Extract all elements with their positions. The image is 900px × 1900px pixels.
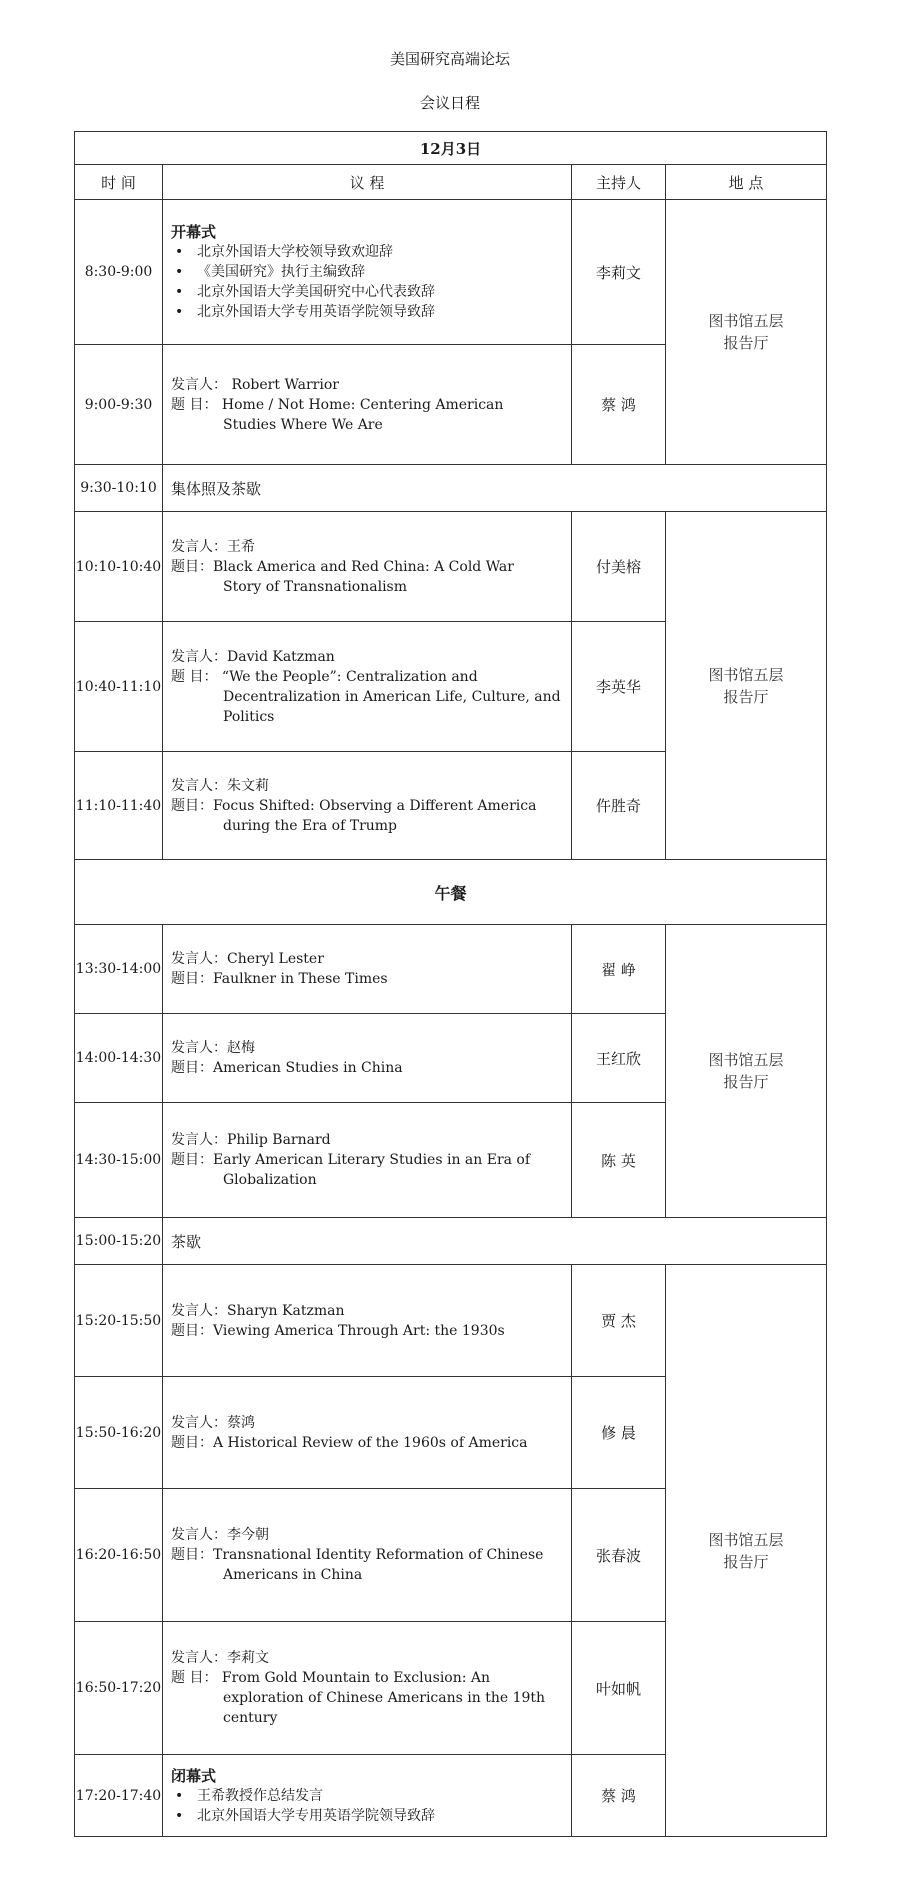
session-row [75,925,827,1014]
topic-text-cont: Americans in China [223,1567,363,1583]
venue-line: 图书馆五层 [708,1530,784,1549]
topic-text: Home / Not Home: Centering American [221,396,504,413]
host-cell: 叶如帆 [572,1622,666,1755]
topic-label: 题目： [171,1547,213,1563]
header-time: 时 间 [75,165,163,200]
speaker-name: 蔡鸿 [227,1414,255,1431]
topic-text-cont: during the Era of Trump [223,817,398,834]
time-cell: 16:50-17:20 [75,1622,163,1755]
time-cell: 15:50-16:20 [75,1377,163,1489]
host-cell: 修 晨 [572,1377,666,1489]
time-cell: 10:10-10:40 [75,512,163,622]
speaker-name: Philip Barnard [227,1132,331,1148]
venue-line: 报告厅 [723,1073,769,1091]
time-cell: 15:00-15:20 [75,1218,163,1265]
list-item: • 北京外国语大学美国研究中心代表致辞 [171,282,563,302]
speaker-name: 赵梅 [227,1040,255,1056]
speaker-name: Cheryl Lester [227,951,324,967]
header-venue: 地 点 [666,165,827,200]
topic-text: Black America and Red China: A Cold War [213,558,514,575]
agenda-cell [163,1755,572,1837]
agenda-cell [163,512,572,622]
header-host: 主持人 [572,165,666,200]
opening-row [75,200,827,345]
speaker-label: 发言人： [171,1650,227,1666]
topic-text-cont: Studies Where We Are [223,416,383,433]
break-label: 集体照及茶歇 [163,465,827,512]
host-cell: 蔡 鸿 [572,1755,666,1837]
topic-text-cont: Globalization [223,1172,317,1188]
agenda-cell [163,1014,572,1103]
closing-heading: 闭幕式 [171,1766,217,1785]
list-item: • 王希教授作总结发言 [171,1786,563,1806]
speaker-name: 李今朝 [227,1527,269,1543]
agenda-cell [163,1489,572,1622]
topic-text: “We the People”: Centralization and [221,668,478,685]
topic-label: 题目： [171,558,213,575]
topic-text: American Studies in China [213,1060,403,1076]
speaker-label: 发言人： [171,777,227,794]
speaker-label: 发言人： [171,376,227,393]
speaker-name: 朱文莉 [227,777,269,794]
speaker-name: 李莉文 [227,1650,269,1666]
speaker-label: 发言人： [171,1527,227,1543]
host-cell: 李莉文 [572,200,666,345]
opening-heading: 开幕式 [171,223,217,241]
lunch-row [75,860,827,925]
topic-label: 题目： [171,1322,213,1339]
venue-line: 报告厅 [723,687,769,706]
time-cell: 9:30-10:10 [75,465,163,512]
topic-text: Early American Literary Studies in an Era of [213,1152,531,1168]
agenda-cell [163,1622,572,1755]
speaker-label: 发言人： [171,1132,227,1148]
document-subtitle: 会议日程 [419,94,480,112]
venue-cell [666,200,827,465]
speaker-name: David Katzman [227,648,335,665]
opening-list [171,242,563,322]
time-cell: 14:00-14:30 [75,1014,163,1103]
session-row [75,1265,827,1377]
lunch-label: 午餐 [75,860,827,925]
date-row [75,132,827,165]
host-cell: 王红欣 [572,1014,666,1103]
document-title: 美国研究高端论坛 [389,50,510,68]
venue-line: 图书馆五层 [708,312,784,330]
agenda-cell [163,622,572,752]
venue-line: 图书馆五层 [708,1051,784,1069]
time-cell: 9:00-9:30 [75,345,163,465]
topic-text: A Historical Review of the 1960s of America [213,1434,528,1451]
closing-list [171,1786,563,1826]
break-label: 茶歇 [163,1218,827,1265]
venue-cell [666,925,827,1218]
host-cell: 李英华 [572,622,666,752]
break-row [75,465,827,512]
topic-text-cont: Decentralization in American Life, Culture, and Politics [223,688,561,725]
host-cell: 陈 英 [572,1103,666,1218]
speaker-name: 王希 [227,538,255,555]
speaker-label: 发言人： [171,1414,227,1431]
agenda-cell [163,200,572,345]
list-item: • 北京外国语大学校领导致欢迎辞 [171,242,563,262]
topic-text: Transnational Identity Reformation of Chinese [213,1547,544,1563]
topic-label: 题 目： [171,396,218,413]
speaker-label: 发言人： [171,538,227,555]
time-cell: 16:20-16:50 [75,1489,163,1622]
time-cell: 8:30-9:00 [75,200,163,345]
agenda-cell [163,1265,572,1377]
host-cell: 张春波 [572,1489,666,1622]
session-row [75,512,827,622]
speaker-label: 发言人： [171,648,227,665]
topic-label: 题目： [171,971,213,987]
host-cell: 贾 杰 [572,1265,666,1377]
agenda-cell [163,752,572,860]
time-cell: 15:20-15:50 [75,1265,163,1377]
topic-text: Focus Shifted: Observing a Different America [213,797,537,814]
time-cell: 10:40-11:10 [75,622,163,752]
agenda-cell [163,345,572,465]
topic-label: 题目： [171,1434,213,1451]
break-row [75,1218,827,1265]
venue-line: 报告厅 [723,1552,769,1571]
venue-cell [666,512,827,860]
header-row [75,165,827,200]
schedule-table [74,131,827,1837]
host-cell: 付美榕 [572,512,666,622]
time-cell: 11:10-11:40 [75,752,163,860]
topic-text: Faulkner in These Times [213,971,388,987]
speaker-name: Sharyn Katzman [227,1302,345,1319]
speaker-label: 发言人： [171,951,227,967]
speaker-label: 发言人： [171,1302,227,1319]
host-cell: 翟 峥 [572,925,666,1014]
topic-text: Viewing America Through Art: the 1930s [213,1322,505,1339]
agenda-cell [163,1103,572,1218]
venue-cell [666,1265,827,1837]
topic-label: 题 目： [171,668,218,685]
topic-label: 题 目： [171,1670,218,1686]
host-cell: 仵胜奇 [572,752,666,860]
time-cell: 14:30-15:00 [75,1103,163,1218]
agenda-cell [163,925,572,1014]
agenda-cell [163,1377,572,1489]
venue-line: 报告厅 [723,334,769,352]
list-item: • 《美国研究》执行主编致辞 [171,262,563,282]
topic-text-cont: Story of Transnationalism [223,578,408,595]
topic-label: 题目： [171,797,213,814]
time-cell: 13:30-14:00 [75,925,163,1014]
topic-text: From Gold Mountain to Exclusion: An [221,1670,491,1686]
list-item: • 北京外国语大学专用英语学院领导致辞 [171,1806,563,1826]
list-item: • 北京外国语大学专用英语学院领导致辞 [171,302,563,322]
speaker-label: 发言人： [171,1040,227,1056]
topic-label: 题目： [171,1060,213,1076]
date-cell: 12月3日 [75,132,827,165]
topic-label: 题目： [171,1152,213,1168]
header-agenda: 议 程 [163,165,572,200]
host-cell: 蔡 鸿 [572,345,666,465]
speaker-name: Robert Warrior [231,376,339,393]
topic-text-cont: exploration of Chinese Americans in the 19th century [223,1690,546,1726]
venue-line: 图书馆五层 [708,665,784,684]
time-cell: 17:20-17:40 [75,1755,163,1837]
